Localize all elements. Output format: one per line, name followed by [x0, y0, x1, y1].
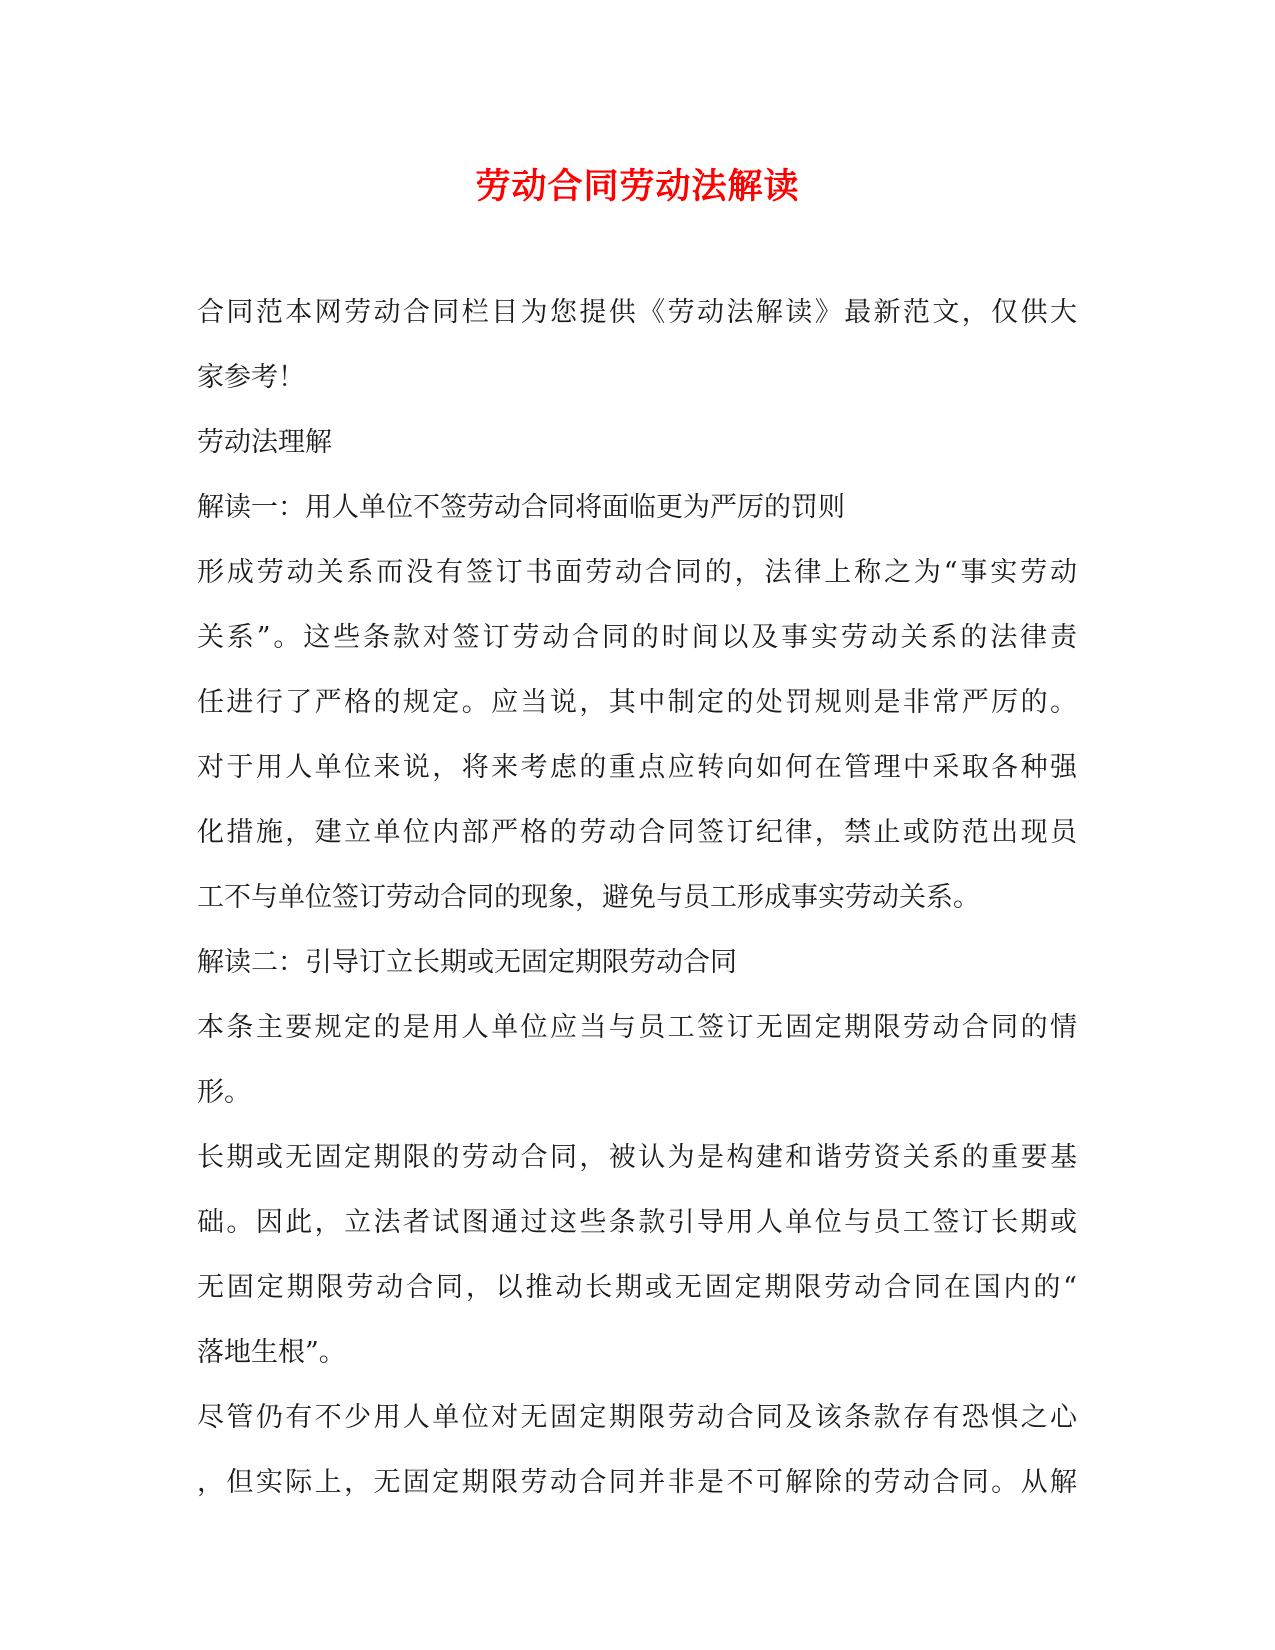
- text-line: 尽管仍有不少用人单位对无固定期限劳动合同及该条款存有恐惧之心: [197, 1402, 1077, 1433]
- text-line: 任进行了严格的规定。应当说，其中制定的处罚规则是非常严厉的。: [197, 687, 1077, 718]
- text-line: 无固定期限劳动合同，以推动长期或无固定期限劳动合同在国内的“: [197, 1272, 1077, 1303]
- text-line: 对于用人单位来说，将来考虑的重点应转向如何在管理中采取各种强: [197, 752, 1077, 783]
- section-heading: 解读二：引导订立长期或无固定期限劳动合同: [197, 947, 737, 978]
- text-line: 落地生根”。: [197, 1337, 346, 1368]
- text-line: 础。因此，立法者试图通过这些条款引导用人单位与员工签订长期或: [197, 1207, 1077, 1238]
- text-line: 关系”。这些条款对签订劳动合同的时间以及事实劳动关系的法律责: [197, 622, 1077, 653]
- text-line: 形成劳动关系而没有签订书面劳动合同的，法律上称之为“事实劳动: [197, 557, 1077, 588]
- document-body: [197, 280, 1077, 1515]
- text-line: 长期或无固定期限的劳动合同，被认为是构建和谐劳资关系的重要基: [197, 1142, 1077, 1173]
- text-line: ，但实际上，无固定期限劳动合同并非是不可解除的劳动合同。从解: [197, 1467, 1077, 1498]
- section-heading: 解读一：用人单位不签劳动合同将面临更为严厉的罚则: [197, 492, 845, 523]
- text-line: 工不与单位签订劳动合同的现象，避免与员工形成事实劳动关系。: [197, 882, 980, 913]
- document-title: 劳动合同劳动法解读: [475, 166, 800, 207]
- section-heading: 劳动法理解: [197, 427, 332, 458]
- text-line: 合同范本网劳动合同栏目为您提供《劳动法解读》最新范文，仅供大: [197, 297, 1077, 328]
- text-line: 家参考！: [197, 362, 305, 393]
- text-line: 本条主要规定的是用人单位应当与员工签订无固定期限劳动合同的情: [197, 1012, 1077, 1043]
- text-line: 形。: [197, 1077, 251, 1108]
- text-line: 化措施，建立单位内部严格的劳动合同签订纪律，禁止或防范出现员: [197, 817, 1077, 848]
